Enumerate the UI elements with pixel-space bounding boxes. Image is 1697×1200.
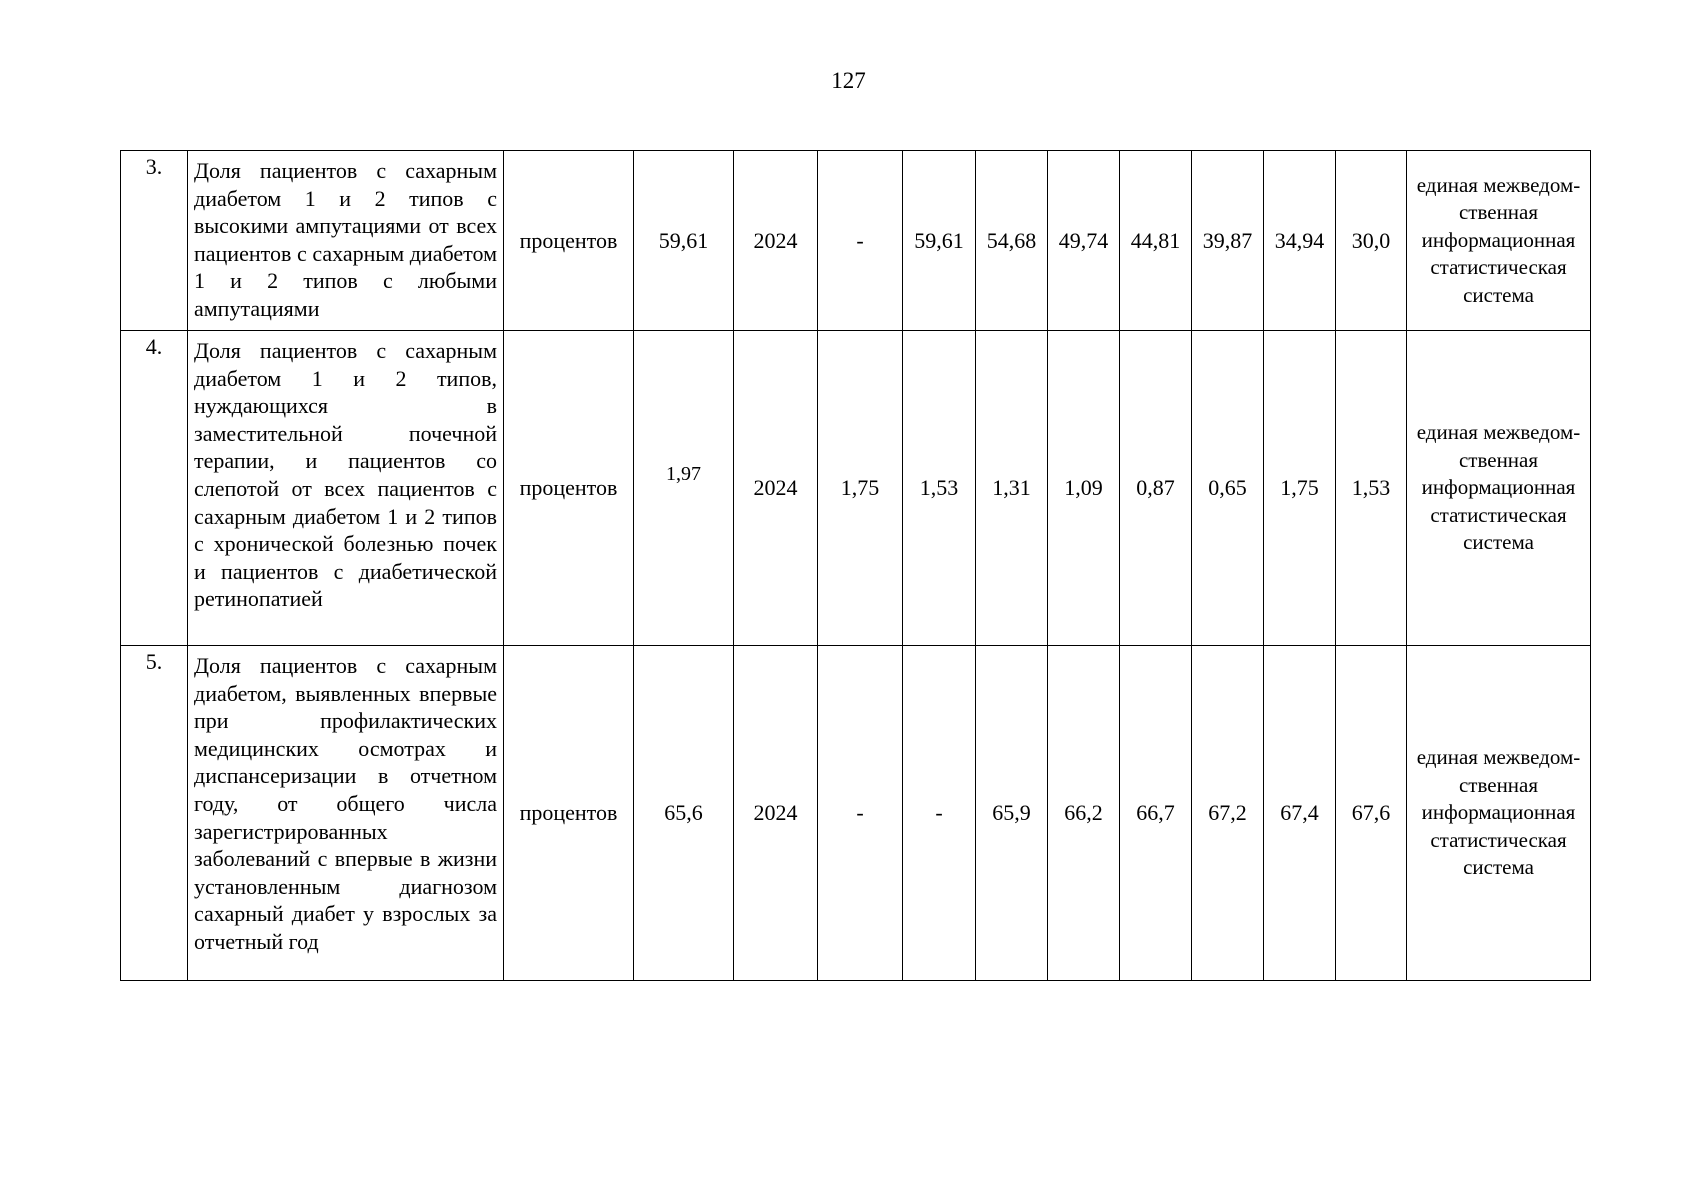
value-cell: - <box>818 646 903 981</box>
base-year-cell: 2024 <box>734 151 818 331</box>
value-cell: 65,9 <box>976 646 1048 981</box>
value-cell: 0,65 <box>1192 331 1264 646</box>
value-cell: 1,53 <box>1336 331 1407 646</box>
source-cell: единая межведом-ственная информационная статистическая система <box>1407 331 1591 646</box>
base-value-cell: 59,61 <box>634 151 734 331</box>
value-cell: 1,75 <box>818 331 903 646</box>
value-cell: 49,74 <box>1048 151 1120 331</box>
indicator-name: Доля пациентов с сахарным диабетом, выявленных впервые при профилактических медицинских осмотрах и диспансеризации в отчетном году, от общего числа зарегистрированных заболеваний с впервые в жизни установленным диагнозом сахарный диабет у взрослых за отчетный год <box>188 646 504 981</box>
value-cell: 67,2 <box>1192 646 1264 981</box>
value-cell: 1,75 <box>1264 331 1336 646</box>
value-cell: 66,2 <box>1048 646 1120 981</box>
indicator-name: Доля пациентов с сахарным диабетом 1 и 2 типов с высокими ампутациями от всех пациентов с сахарным диабетом 1 и 2 типов с любыми ампутациями <box>188 151 504 331</box>
source-cell: единая межведом-ственная информационная статистическая система <box>1407 151 1591 331</box>
page-number: 127 <box>831 68 866 93</box>
indicators-table <box>120 150 1591 981</box>
value-cell: 1,53 <box>903 331 976 646</box>
value-cell: 59,61 <box>903 151 976 331</box>
row-number: 4. <box>121 331 188 646</box>
base-value-cell <box>634 331 734 646</box>
unit-cell: процентов <box>504 646 634 981</box>
value-cell: 67,4 <box>1264 646 1336 981</box>
value-cell: 44,81 <box>1120 151 1192 331</box>
row-number: 5. <box>121 646 188 981</box>
value-cell: 30,0 <box>1336 151 1407 331</box>
indicator-name: Доля пациентов с сахарным диабетом 1 и 2 типов, нуждающихся в заместительной почечной терапии, и пациентов со слепотой от всех пациентов с сахарным диабетом 1 и 2 типов с хронической болезнью почек и пациентов с диабетической ретинопатией <box>188 331 504 646</box>
base-value-text: 1,97 <box>666 463 701 486</box>
row-number: 3. <box>121 151 188 331</box>
value-cell: 66,7 <box>1120 646 1192 981</box>
value-cell: - <box>903 646 976 981</box>
value-cell: 67,6 <box>1336 646 1407 981</box>
value-cell: 34,94 <box>1264 151 1336 331</box>
value-cell: - <box>818 151 903 331</box>
base-year-cell: 2024 <box>734 331 818 646</box>
table-row <box>121 646 1591 981</box>
unit-cell: процентов <box>504 331 634 646</box>
source-cell: единая межведом-ственная информационная статистическая система <box>1407 646 1591 981</box>
table-row <box>121 151 1591 331</box>
value-cell: 54,68 <box>976 151 1048 331</box>
table-row <box>121 331 1591 646</box>
base-year-cell: 2024 <box>734 646 818 981</box>
value-cell: 0,87 <box>1120 331 1192 646</box>
value-cell: 1,31 <box>976 331 1048 646</box>
value-cell: 1,09 <box>1048 331 1120 646</box>
unit-cell: процентов <box>504 151 634 331</box>
base-value-cell: 65,6 <box>634 646 734 981</box>
value-cell: 39,87 <box>1192 151 1264 331</box>
